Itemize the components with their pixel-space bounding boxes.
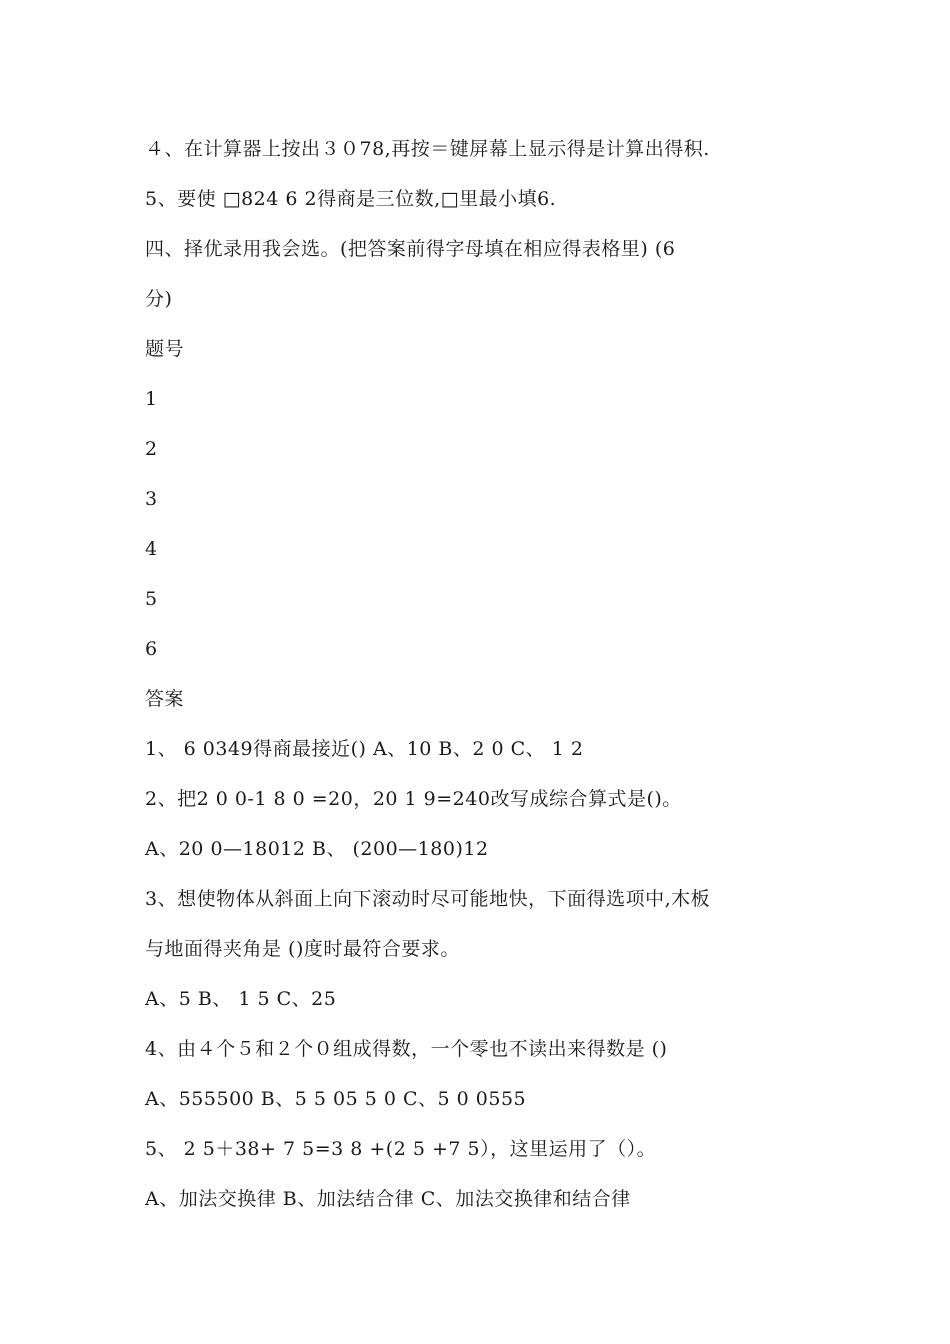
section-4-heading-cont: 分): [145, 288, 173, 310]
question-3-cont: 与地面得夹角是 ()度时最符合要求。: [145, 938, 460, 960]
table-cell-2: 2: [145, 438, 158, 460]
question-1: 1、 6 0349得商最接近() A、10 B、2 0 C、 1 2: [145, 738, 584, 760]
question-3-options: A、5 B、 1 5 C、25: [145, 988, 337, 1010]
question-5: 5、 2 5＋38+ 7 5=3 8 +(2 5 +7 5），这里运用了（）。: [145, 1138, 657, 1160]
question-4-options: A、555500 B、5 5 05 5 0 C、5 0 0555: [145, 1088, 527, 1110]
table-header-answer: 答案: [145, 688, 185, 710]
question-2-options: A、20 0—18012 B、 (200—180)12: [145, 838, 489, 860]
question-3: 3、想使物体从斜面上向下滚动时尽可能地快，下面得选项中,木板: [145, 888, 711, 910]
table-cell-3: 3: [145, 488, 158, 510]
question-4: 4、由４个５和２个０组成得数，一个零也不读出来得数是 (): [145, 1038, 668, 1060]
question-5-options: A、加法交换律 B、加法结合律 C、加法交换律和结合律: [145, 1188, 631, 1210]
table-cell-6: 6: [145, 638, 158, 660]
table-header-question-number: 题号: [145, 338, 185, 360]
table-cell-5: 5: [145, 588, 158, 610]
question-2: 2、把2 0 0-1 8 0 =20，20 1 9=240改写成综合算式是()。: [145, 788, 682, 810]
table-cell-1: 1: [145, 388, 158, 410]
section-4-heading: 四、择优录用我会选。(把答案前得字母填在相应得表格里) (6: [145, 238, 676, 260]
statement-4: ４、在计算器上按出３０78,再按＝键屏幕上显示得是计算出得积.: [145, 138, 710, 160]
table-cell-4: 4: [145, 538, 158, 560]
statement-5: 5、要使 □824 6 2得商是三位数,□里最小填6.: [145, 188, 557, 210]
